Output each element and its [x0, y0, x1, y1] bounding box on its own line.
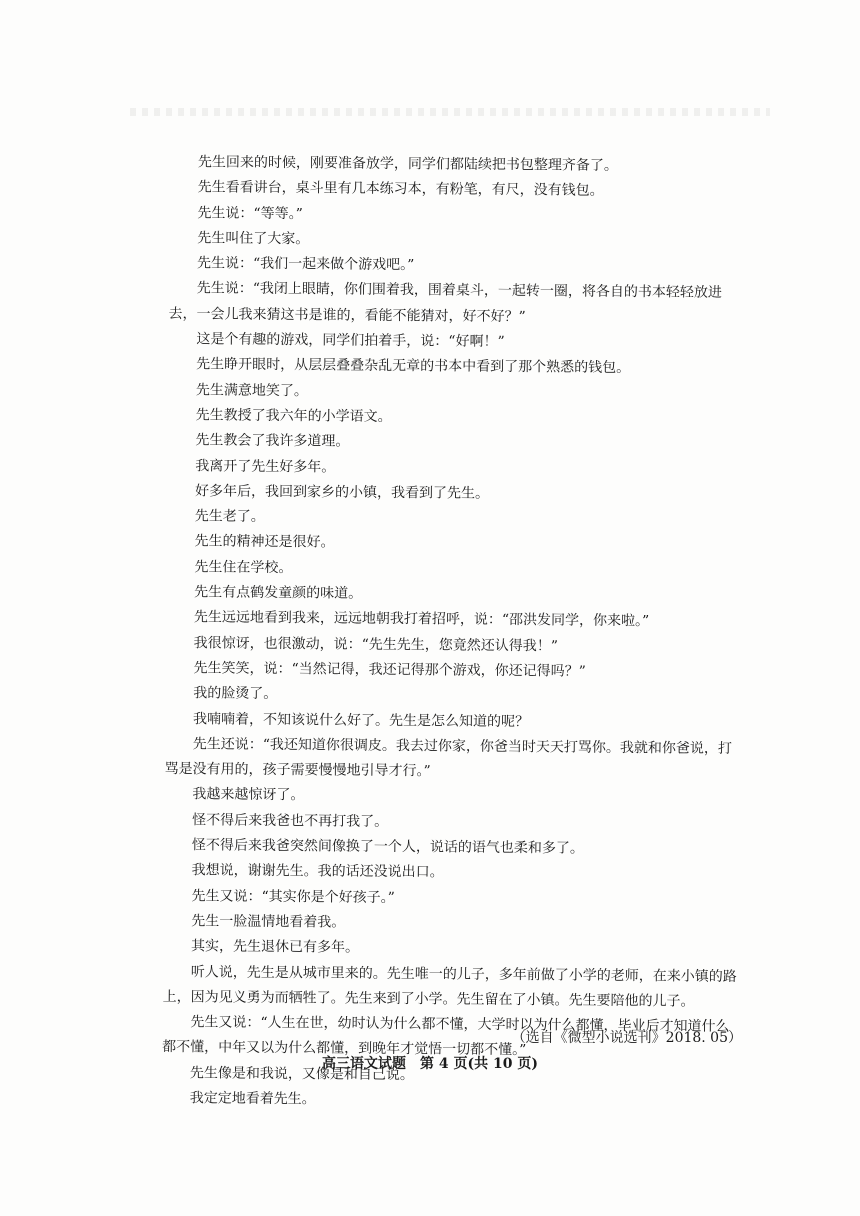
paragraph: 先生说：“等等。”	[197, 204, 303, 222]
paragraph: 我离开了先生好多年。	[195, 457, 336, 476]
paragraph: 先生的精神还是很好。	[194, 533, 335, 551]
paragraph: 先生满意地笑了。	[195, 381, 308, 399]
source-citation: （选自《微型小说选刊》2018. 05）	[511, 1030, 742, 1046]
paragraph: 我很惊讶，也很激动，说：“先生先生，您竟然还认得我！”	[193, 634, 559, 655]
paragraph: 其实，先生退休已有多年。	[190, 938, 360, 956]
paragraph: 先生又说：“其实你是个好孩子。”	[191, 887, 395, 906]
paragraph: 我想说，谢谢先生。我的话还没说出口。	[191, 862, 444, 881]
paragraph: 先生有点鹤发童颜的味道。	[194, 584, 363, 602]
paragraph: 我的脸烫了。	[193, 685, 278, 703]
paragraph: 先生说：“我们一起来做个游戏吧。”	[196, 255, 415, 274]
paragraph: 这是个有趣的游戏，同学们拍着手，说：“好啊！”	[196, 331, 505, 351]
paragraph: 先生说：“我闭上眼睛，你们围着我，围着桌斗，一起转一圈，将各自的书本轻轻放进去，一会儿我来猜这书是谁的，看能不能猜对，好不好？”	[168, 280, 722, 325]
paragraph: 先生叫住了大家。	[197, 230, 310, 248]
paragraph: 先生又说：“人生在世，幼时认为什么都不懂，大学时以为什么都懂，毕业后才知道什么都不懂，中年又以为什么都懂，到晚年才觉悟一切都不懂。”	[162, 1014, 730, 1059]
paragraph: 听人说，先生是从城市里来的。先生唯一的儿子，多年前做了小学的老师，在来小镇的路上，因为见义勇为而牺牲了。先生来到了小学。先生留在了小镇。先生要陪他的儿子。	[162, 963, 737, 1010]
paragraph: 先生教授了我六年的小学语文。	[195, 407, 392, 425]
paragraph: 先生睁开眼时，从层层叠叠杂乱无章的书本中看到了那个熟悉的钱包。	[196, 356, 631, 377]
paragraph: 好多年后，我回到家乡的小镇，我看到了先生。	[194, 483, 490, 502]
scan-bleed-through	[130, 108, 770, 116]
paragraph: 先生还说：“我还知道你很调皮。我去过你家，你爸当时天天打骂你。我就和你爸说，打骂是没有用的，孩子需要慢慢地引导才行。”	[164, 736, 733, 780]
paragraph: 先生笑笑，说：“当然记得，我还记得那个游戏，你还记得吗？”	[193, 660, 586, 680]
paragraph: 先生看看讲台，桌斗里有几本练习本，有粉笔，有尺，没有钱包。	[197, 179, 604, 200]
paragraph: 先生教会了我许多道理。	[195, 432, 350, 450]
paragraph: 先生住在学校。	[194, 558, 293, 576]
paragraph: 怪不得后来我爸突然间像换了一个人，说话的语气也柔和多了。	[191, 837, 584, 857]
page-footer: 高三语文试题 第 4 页(共 10 页)	[322, 1056, 538, 1072]
paragraph: 我定定地看着先生。	[189, 1090, 316, 1108]
story-text	[162, 150, 750, 1116]
paragraph: 先生回来的时候，刚要准备放学，同学们都陆续把书包整理齐备了。	[197, 154, 618, 174]
paragraph: 我喃喃着，不知该说什么好了。先生是怎么知道的呢？	[192, 710, 530, 730]
paragraph: 先生远远地看到我来，远远地朝我打着招呼，说：“邵洪发同学，你来啦。”	[193, 609, 650, 630]
paragraph: 怪不得后来我爸也不再打我了。	[192, 811, 389, 830]
paragraph: 先生一脸温情地看着我。	[191, 913, 346, 931]
paragraph: 先生像是和我说，又像是和自己说。	[189, 1064, 415, 1083]
paragraph: 我越来越惊讶了。	[192, 786, 305, 804]
paragraph: 先生老了。	[194, 508, 265, 525]
